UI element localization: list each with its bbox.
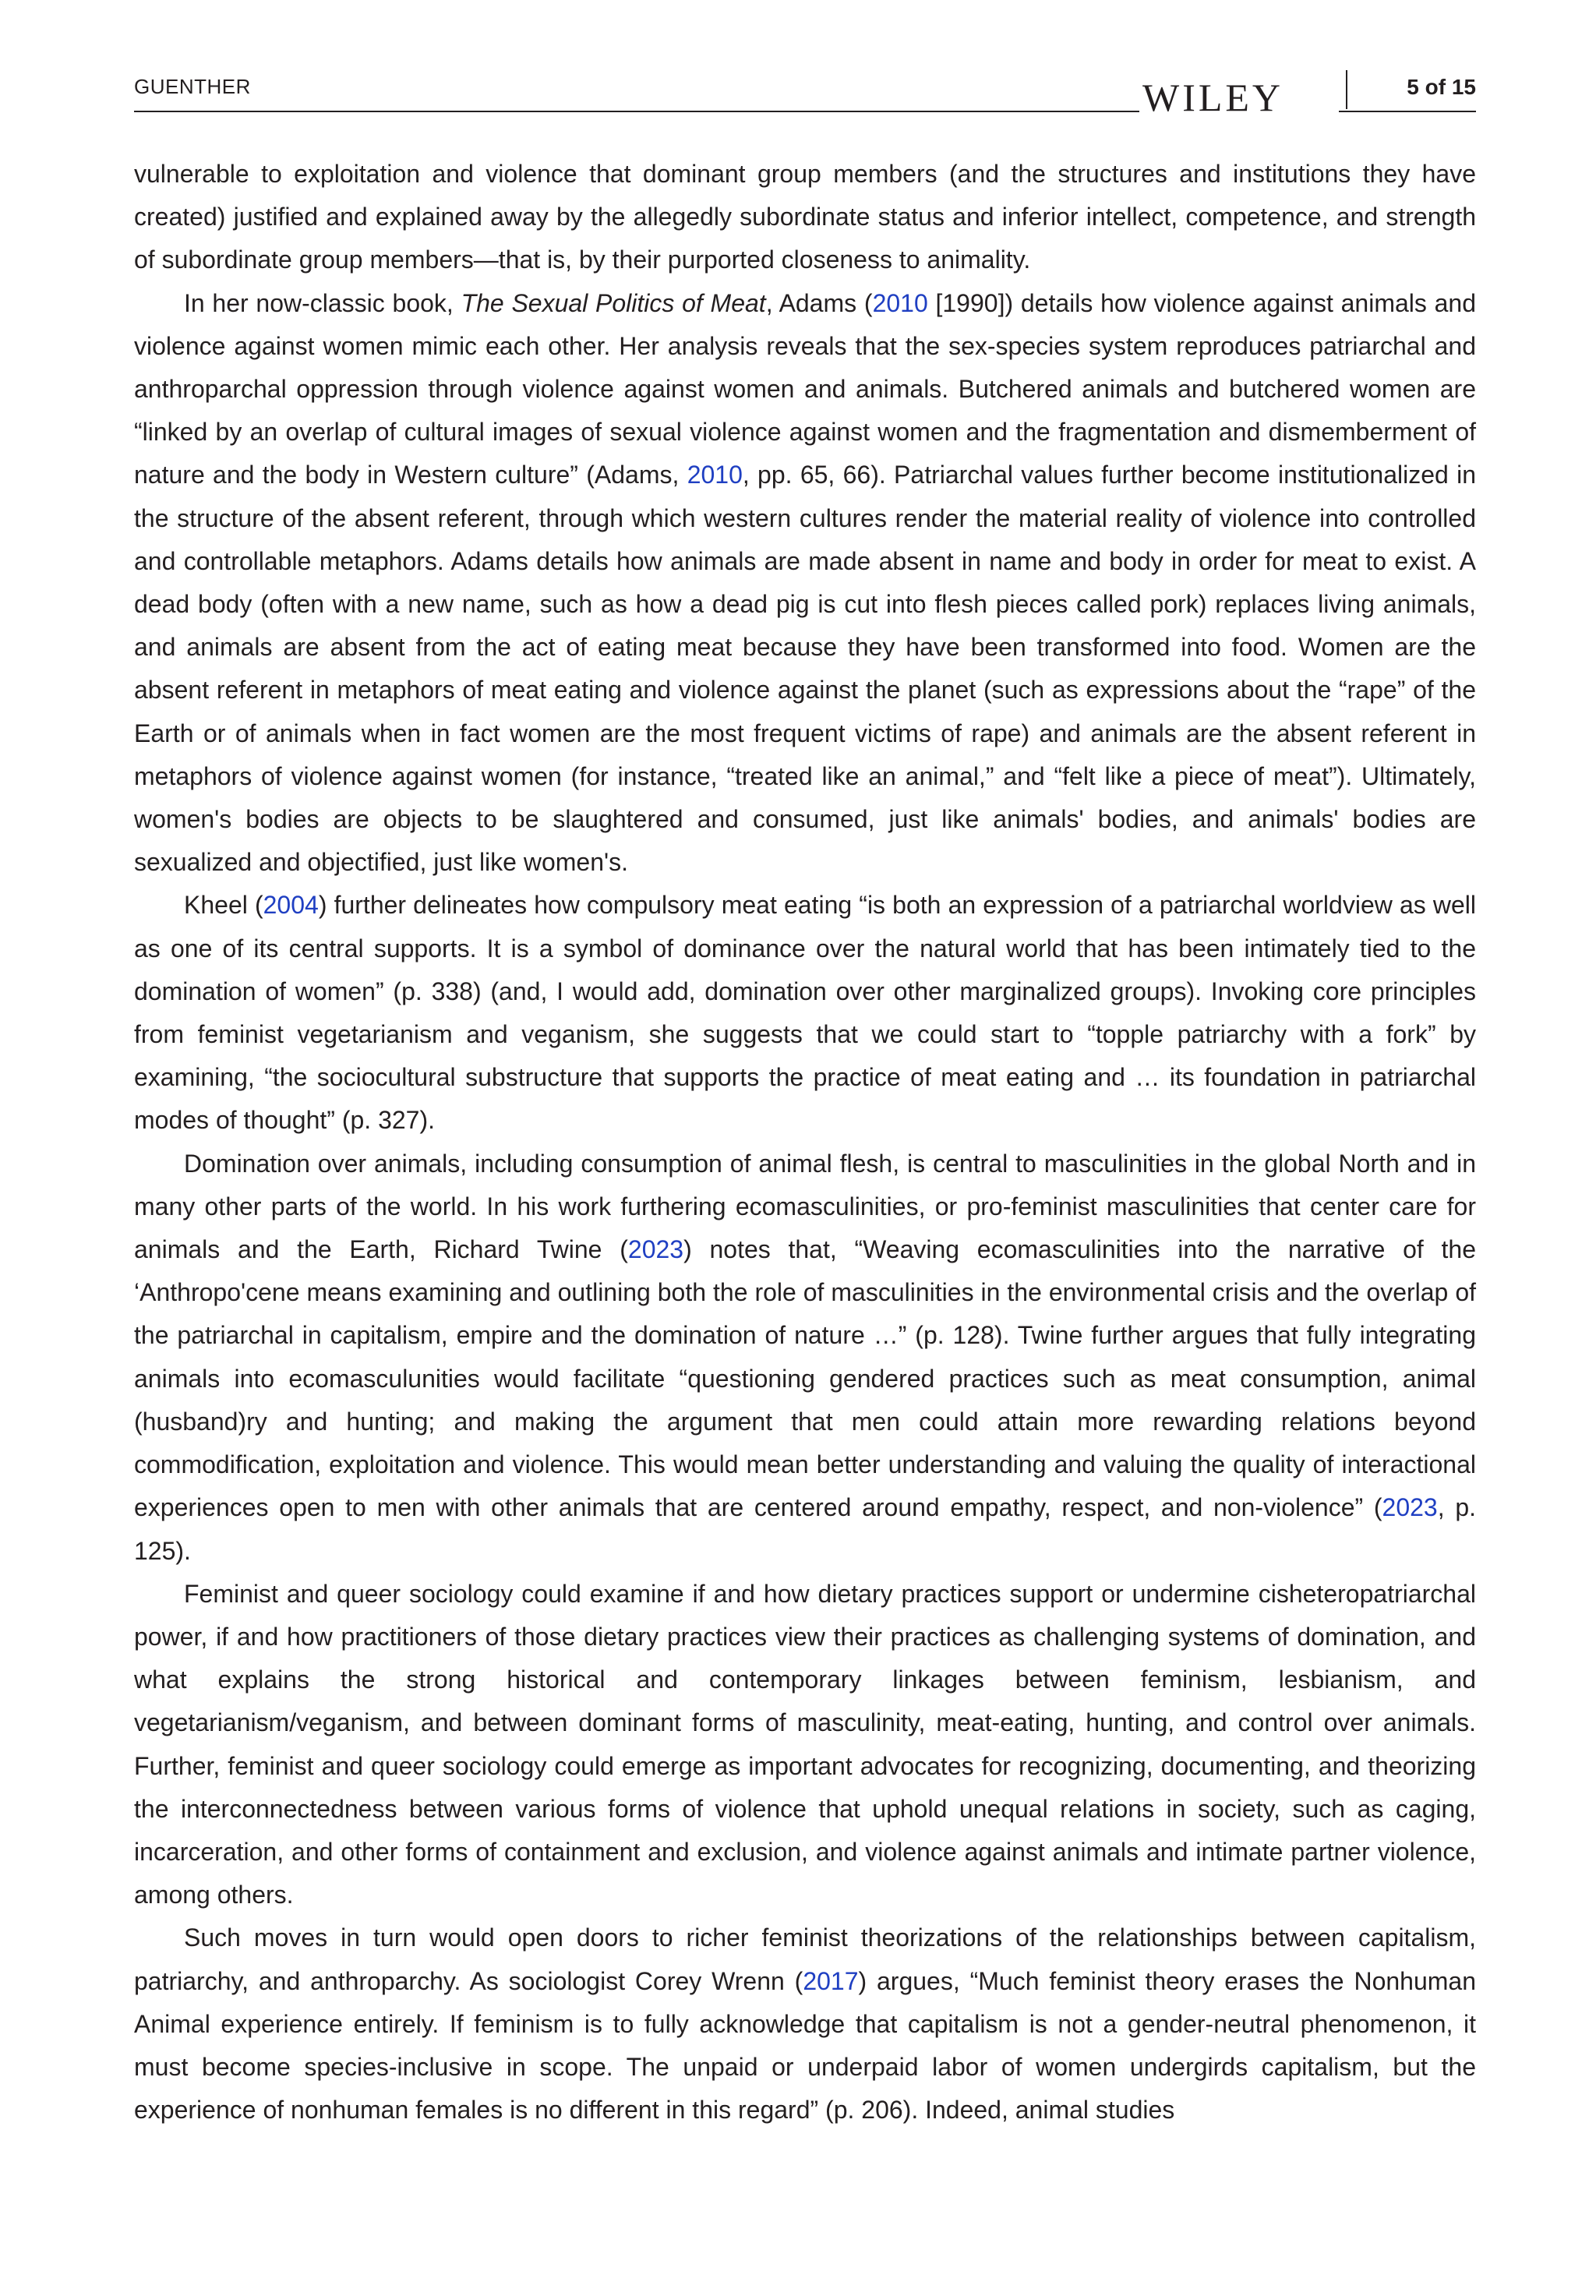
paragraph-text: Feminist and queer sociology could examine if and how dietary practices support or undermine cisheteropatriarchal power, if and how practitioners of those dietary practices view their practices as challenging systems of domination, and what explains the strong historical and contemporary linkages between feminism, lesbianism, and vegetarianism/veganism, and between dominant forms of masculinity, meat-eating, hunting, and control over animals. Further, feminist and queer sociology could emerge as important advocates for recognizing, documenting, and theorizing the interconnectedness between various forms of violence that uphold unequal relations in society, such as caging, incarceration, and other forms of containment and exclusion, and violence against animals and intimate partner violence, among others. (134, 1579, 1476, 1909)
paragraph-text: ) argues, “Much feminist theory erases the Nonhuman Animal experience entirely. If feminism is to fully acknowledge that capitalism is not a gender-neutral phenomenon, it must become species-inclusive in scope. The unpaid or underpaid labor of women undergirds capitalism, but the experience of nonhuman females is no different in this regard” (p. 206). Indeed, animal studies (134, 1966, 1477, 2125)
citation-link[interactable]: 2010 (687, 461, 743, 489)
paragraph-text: Domination over animals, including consumption of animal flesh, is central to masculinities in the global North and in many other parts of the world. In his work furthering ecomasculinities, or pro-feminist masculinities that center care for animals and the Earth, Richard Twine ( (134, 1149, 1476, 1264)
running-head: GUENTHER (134, 75, 251, 98)
paragraph-text: Such moves in turn would open doors to richer feminist theorizations of the relationships between capitalism, patriarchy, and anthroparchy. As sociologist Corey Wrenn ( (134, 1923, 1476, 1995)
page-number: 5 of 15 (1407, 75, 1476, 99)
body-paragraph (134, 1916, 1476, 2132)
page-header (134, 61, 1476, 119)
header-rule-right (1339, 111, 1476, 112)
body-paragraph (134, 153, 1476, 282)
article-body (134, 153, 1476, 2132)
paragraph-text: Kheel ( (184, 891, 263, 920)
citation-link[interactable]: 2004 (263, 891, 319, 920)
header-separator (1346, 70, 1347, 109)
body-paragraph (134, 884, 1476, 1142)
citation-link[interactable]: 2023 (627, 1235, 684, 1264)
paragraph-text: ) further delineates how compulsory meat eating “is both an expression of a patriarchal worldview as well as one of its central supports. It is a symbol of dominance over the natural world that has been intimately tied to the domination of women” (p. 338) (and, I would add, domination over other marginalized groups). Invoking core principles from feminist vegetarianism and veganism, she suggests that we could start to “topple patriarchy with a fork” by examining, “the sociocultural substructure that supports the practice of meat eating and … its foundation in patriarchal modes of thought” (p. 327). (134, 891, 1477, 1135)
body-paragraph (134, 1143, 1476, 1573)
citation-link[interactable]: 2023 (1382, 1493, 1438, 1522)
header-rule-left (134, 111, 1139, 112)
paragraph-text: , p. 125). (134, 1493, 1477, 1565)
paragraph-text: In her now-classic book, (184, 288, 461, 317)
wiley-logo: WILEY (1142, 76, 1284, 119)
paragraph-text: vulnerable to exploitation and violence that dominant group members (and the structures and institutions they have created) justified and explained away by the allegedly subordinate status and inferior intellect, competence, and strength of subordinate group members—that is, by their purported closeness to animality. (134, 160, 1476, 274)
paragraph-text: [1990]) details how violence against animals and violence against women mimic each other. Her analysis reveals that the sex-species system reproduces patriarchal and anthroparchal oppression through violence against women and animals. Butchered animals and butchered women are “linked by an overlap of cultural images of sexual violence against women and the fragmentation and dismemberment of nature and the body in Western culture” (Adams, (134, 288, 1477, 489)
body-paragraph (134, 282, 1476, 885)
book-title: The Sexual Politics of Meat (461, 288, 766, 317)
body-paragraph (134, 1573, 1476, 1917)
paragraph-text: , pp. 65, 66). Patriarchal values further become institutionalized in the structure of the absent referent, through which western cultures render the material reality of violence into controlled and controllable metaphors. Adams details how animals are made absent in name and body in order for meat to exist. A dead body (often with a new name, such as how a dead pig is cut into flesh pieces called pork) replaces living animals, and animals are absent from the act of eating meat because they have been transformed into food. Women are the absent referent in metaphors of meat eating and violence against the planet (such as expressions about the “rape” of the Earth or of animals when in fact women are the most frequent victims of rape) and animals are the absent referent in metaphors of violence against women (for instance, “treated like an animal,” and “felt like a piece of meat”). Ultimately, women's bodies are objects to be slaughtered and consumed, just like animals' bodies, and animals' bodies are sexualized and objectified, just like women's. (134, 461, 1477, 877)
citation-link[interactable]: 2017 (803, 1966, 859, 1995)
citation-link[interactable]: 2010 (872, 288, 928, 317)
paragraph-text: ) notes that, “Weaving ecomasculinities into the narrative of the ‘Anthropo'cene means examining and outlining both the role of masculinities in the environmental crisis and the overlap of the patriarchal in capitalism, empire and the domination of nature …” (p. 128). Twine further argues that fully integrating animals into ecomasculunities would facilitate “questioning gendered practices such as meat consumption, animal (husband)ry and hunting; and making the argument that men could attain more rewarding relations beyond commodification, exploitation and violence. This would mean better understanding and valuing the quality of interactional experiences open to men with other animals that are centered around empathy, respect, and non-violence” ( (134, 1235, 1477, 1522)
paragraph-text: , Adams ( (765, 288, 873, 317)
